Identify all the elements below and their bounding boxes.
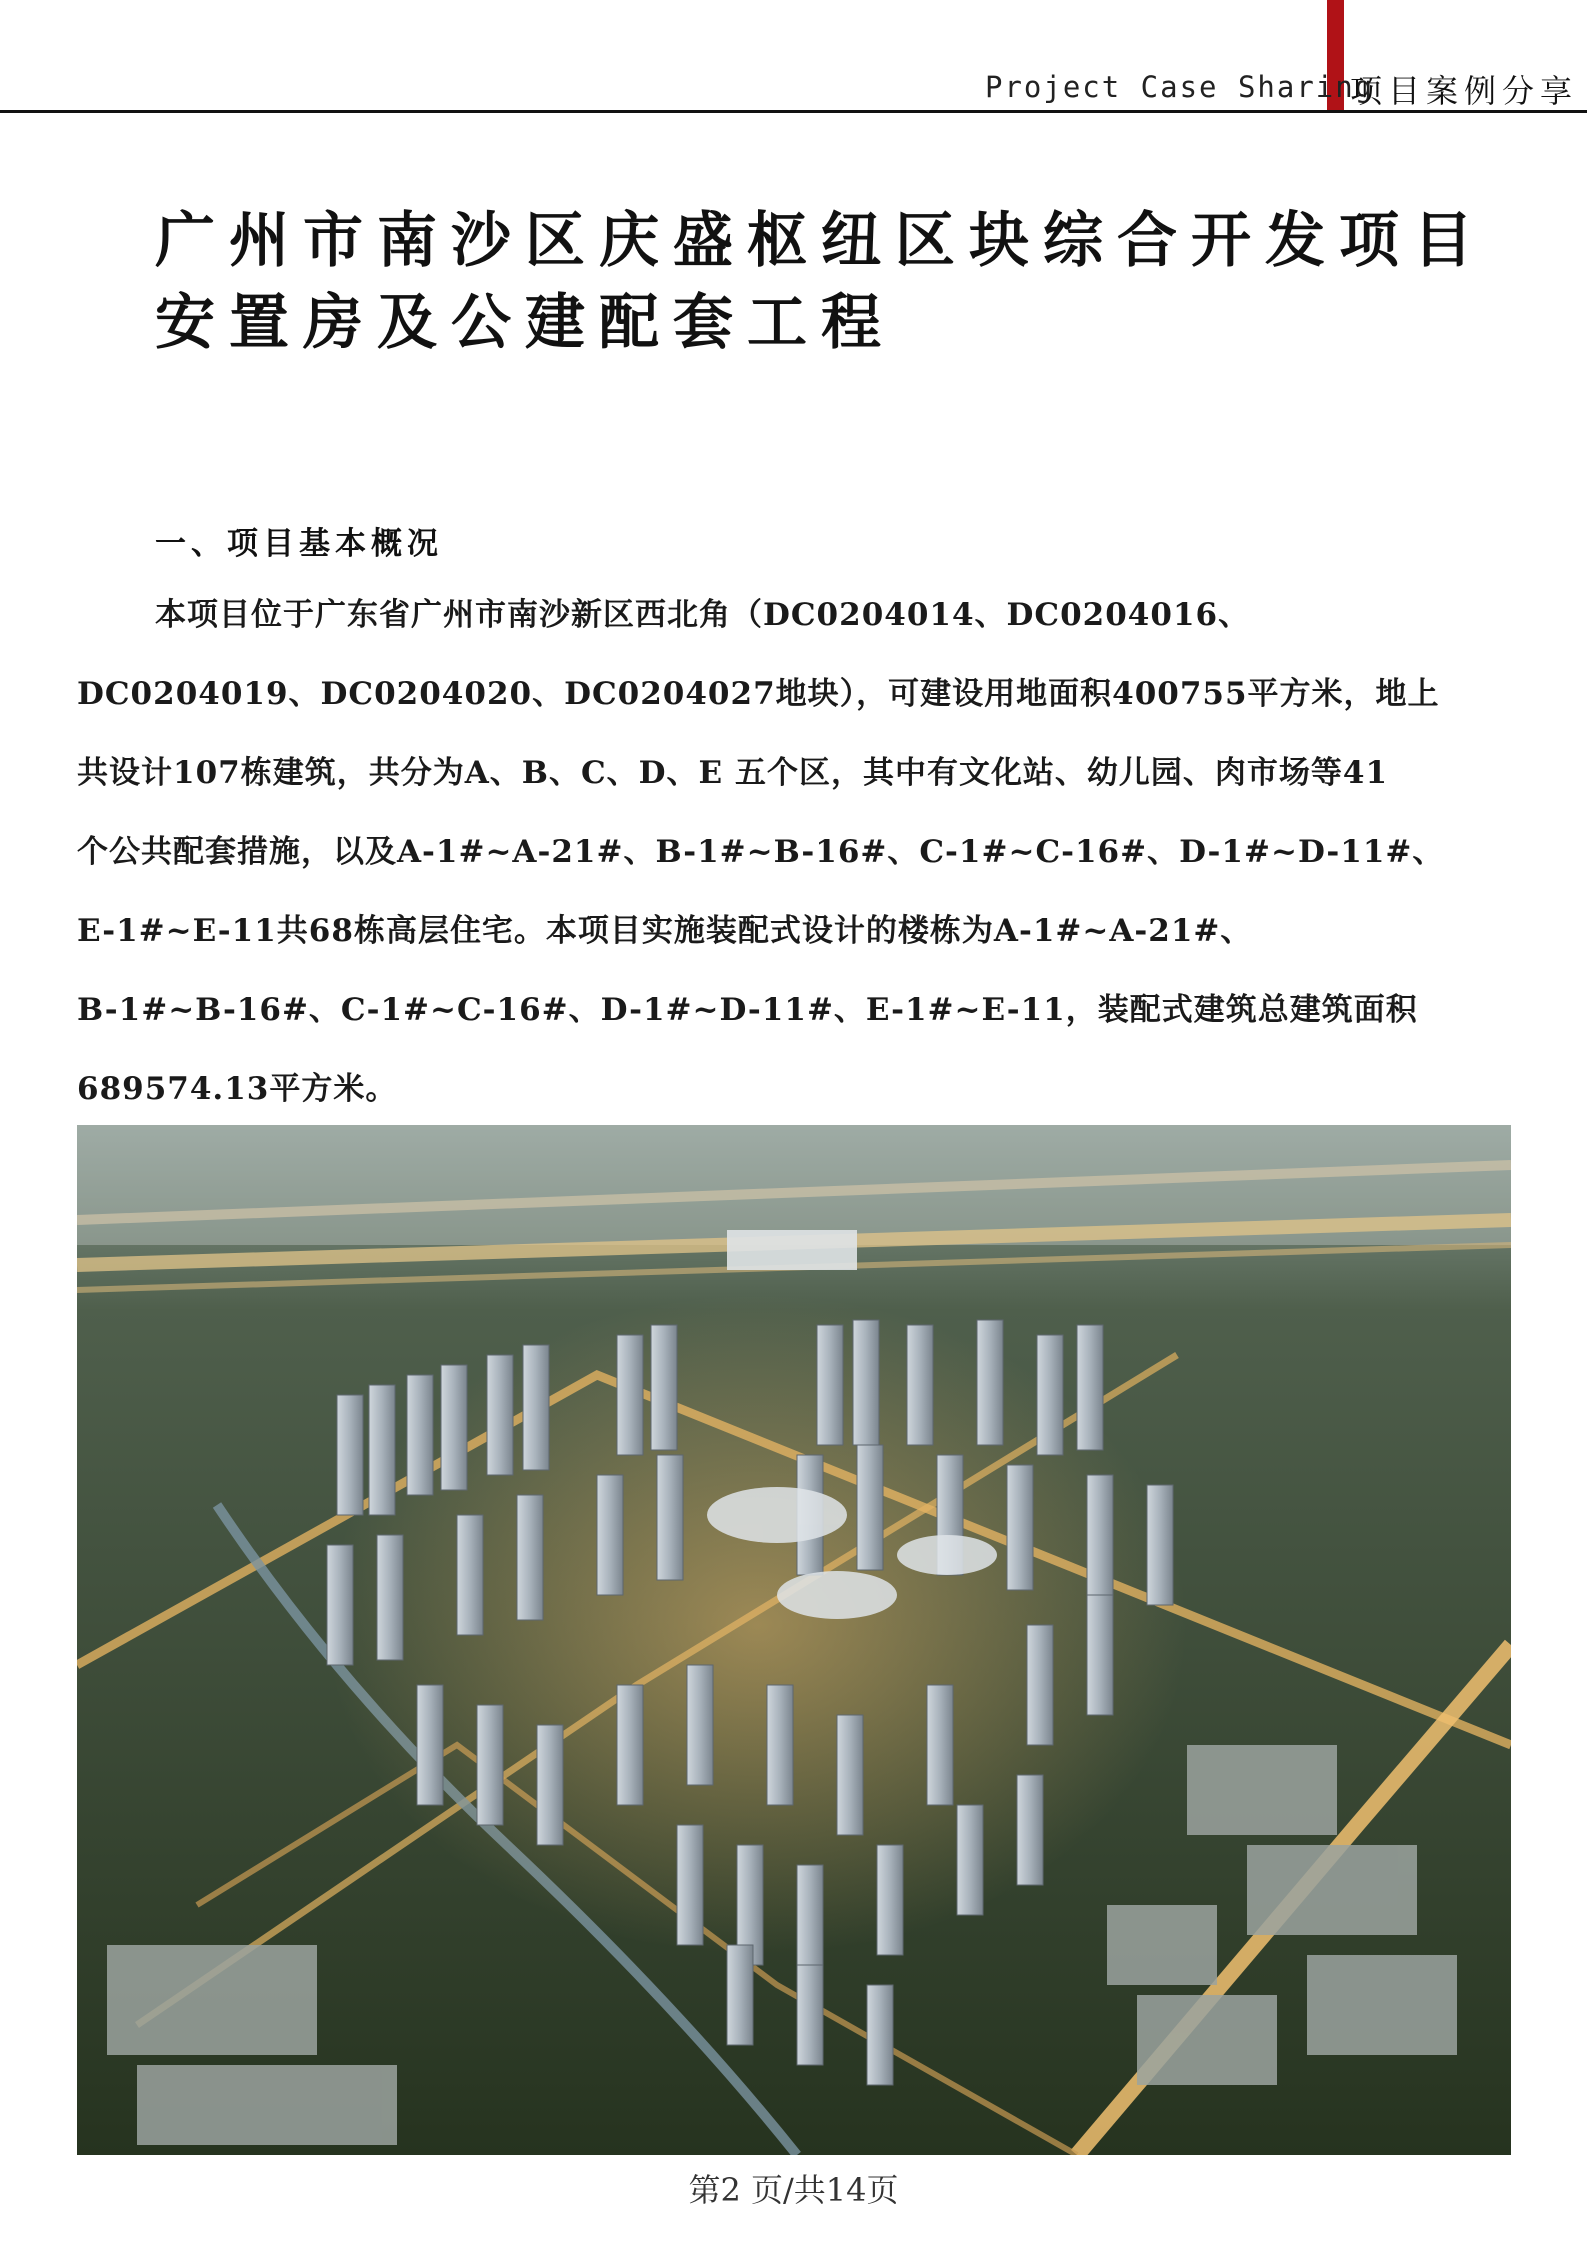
body-line: E-1#~E-11共68栋高层住宅。本项目实施装配式设计的楼栋为A-1#~A-21#、 bbox=[77, 913, 1253, 949]
body-line: B-1#~B-16#、C-1#~C-16#、D-1#~D-11#、E-1#~E-11，装配式建筑总建筑面积 bbox=[77, 992, 1418, 1028]
body-paragraph bbox=[77, 576, 1517, 1129]
page-number: 第2 页/共14页 bbox=[688, 2171, 899, 2209]
aerial-rendering-illustration bbox=[77, 1125, 1511, 2155]
section-heading: 一、项目基本概况 bbox=[155, 526, 443, 562]
header-divider bbox=[0, 110, 1587, 113]
body-line: 共设计107栋建筑，共分为A、B、C、D、E 五个区，其中有文化站、幼儿园、肉市场等41 bbox=[77, 755, 1389, 791]
page-title bbox=[155, 200, 1487, 364]
title-line-2: 安置房及公建配套工程 bbox=[155, 288, 895, 358]
body-line: DC0204019、DC0204020、DC0204027地块），可建设用地面积400755平方米，地上 bbox=[77, 676, 1440, 712]
body-line: 689574.13平方米。 bbox=[77, 1071, 398, 1107]
body-line: 个公共配套措施，以及A-1#~A-21#、B-1#~B-16#、C-1#~C-16#、D-1#~D-11#、 bbox=[77, 834, 1445, 870]
header-english-label: Project Case Sharing bbox=[985, 70, 1375, 104]
project-aerial-photo bbox=[77, 1125, 1511, 2155]
body-line: 本项目位于广东省广州市南沙新区西北角（DC0204014、DC0204016、 bbox=[155, 597, 1251, 633]
header-chinese-label: 项目案例分享 bbox=[1350, 72, 1579, 110]
title-line-1: 广州市南沙区庆盛枢纽区块综合开发项目 bbox=[155, 206, 1487, 276]
